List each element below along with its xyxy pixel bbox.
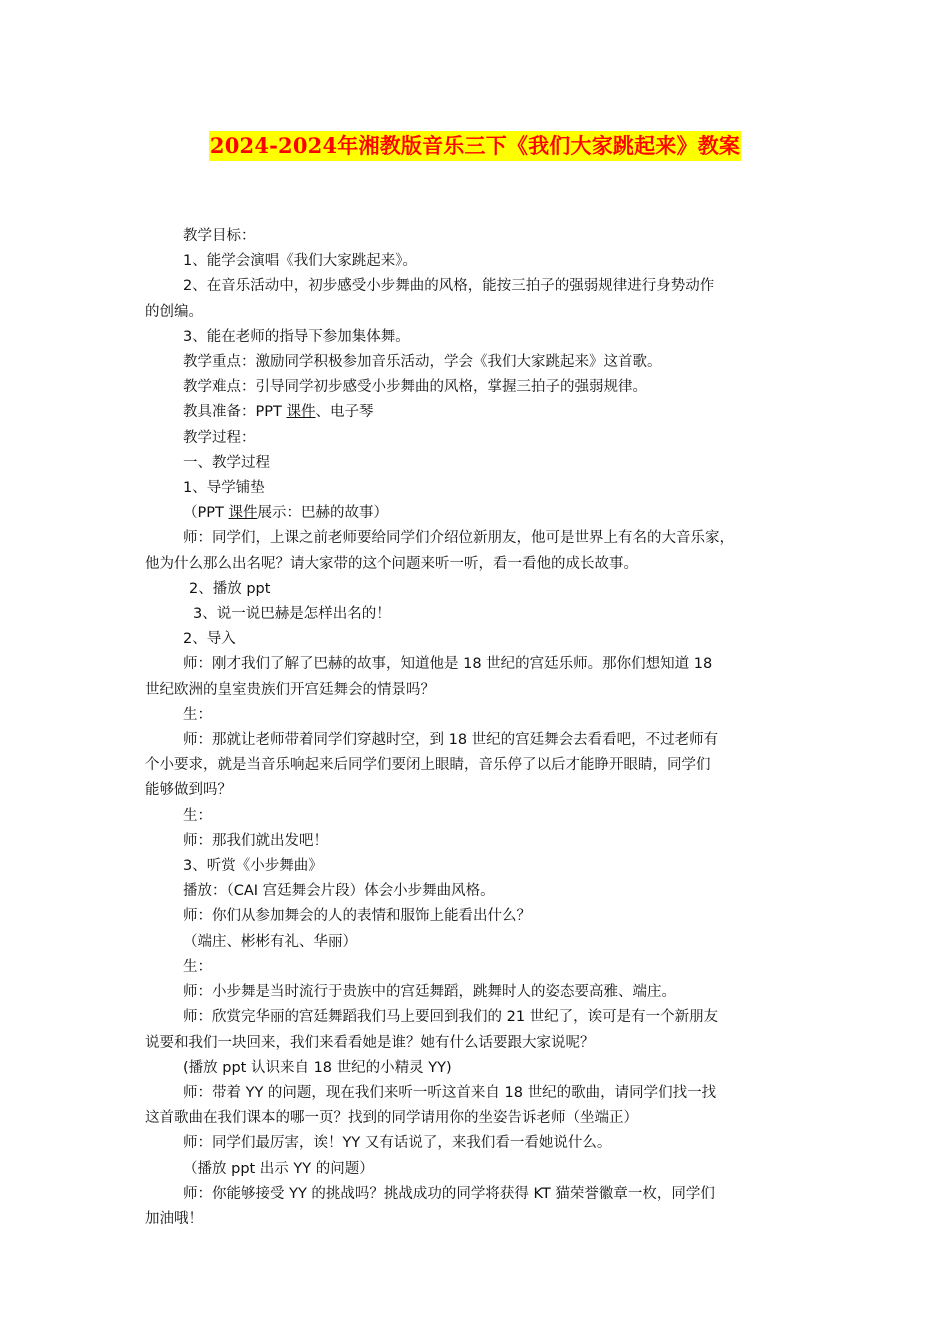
text-line: 2、导入 — [183, 631, 236, 648]
text-line: 1、导学铺垫 — [183, 480, 265, 497]
text-line: 师：那我们就出发吧！ — [183, 832, 328, 849]
document-title: 2024-2024年湘教版音乐三下《我们大家跳起来》教案 — [209, 131, 741, 161]
text-line: 个小要求，就是当音乐响起来后同学们要闭上眼睛，音乐停了以后才能睁开眼睛，同学们 — [145, 757, 711, 774]
text-line: （播放 ppt 出示 YY 的问题） — [183, 1160, 374, 1177]
text-line: 3、能在老师的指导下参加集体舞。 — [183, 328, 410, 345]
line-suffix: 、电子琴 — [315, 404, 374, 421]
text-line: 师：同学们，上课之前老师要给同学们介绍位新朋友，他可是世界上有名的大音乐家， — [183, 530, 734, 547]
courseware-link[interactable]: 课件 — [228, 505, 258, 522]
line-suffix: 展示：巴赫的故事） — [257, 505, 388, 522]
text-line: 生： — [183, 958, 212, 975]
courseware-link[interactable]: 课件 — [286, 404, 316, 421]
text-line: 3、说一说巴赫是怎样出名的！ — [193, 606, 391, 623]
line-prefix: 教具准备：PPT — [183, 404, 287, 421]
text-line — [145, 501, 817, 526]
text-line: 生： — [183, 807, 212, 824]
text-line: 师：小步舞是当时流行于贵族中的宫廷舞蹈，跳舞时人的姿态要高雅、端庄。 — [183, 984, 676, 1001]
line-prefix: （PPT — [183, 505, 229, 522]
text-line: 2、播放 ppt — [189, 580, 271, 597]
text-line: 教学目标： — [183, 228, 256, 244]
text-line: 教学难点：引导同学初步感受小步舞曲的风格，掌握三拍子的强弱规律。 — [183, 379, 647, 396]
text-line: (播放 ppt 认识来自 18 世纪的小精灵 YY) — [183, 1059, 452, 1076]
text-line: 2、在音乐活动中，初步感受小步舞曲的风格，能按三拍子的强弱规律进行身势动作 — [183, 278, 715, 295]
text-line: 师：同学们最厉害，诶！YY 又有话说了，来我们看一看她说什么。 — [183, 1135, 612, 1152]
text-line: 1、能学会演唱《我们大家跳起来》。 — [183, 253, 417, 270]
text-line: 他为什么那么出名呢？请大家带的这个问题来听一听，看一看他的成长故事。 — [145, 555, 638, 572]
text-line: 师：你们从参加舞会的人的表情和服饰上能看出什么？ — [183, 908, 531, 925]
text-line: 教学重点：激励同学积极参加音乐活动，学会《我们大家跳起来》这首歌。 — [183, 354, 662, 371]
text-line: 生： — [183, 706, 212, 723]
document-body — [145, 224, 817, 1232]
text-line: 3、听赏《小步舞曲》 — [183, 858, 323, 875]
text-line: 师：带着 YY 的问题，现在我们来听一听这首来自 18 世纪的歌曲，请同学们找一找 — [183, 1084, 717, 1101]
title-container — [0, 131, 950, 161]
text-line: 加油哦！ — [145, 1210, 203, 1227]
text-line: 师：那就让老师带着同学们穿越时空，到 18 世纪的宫廷舞会去看看吧，不过老师有 — [183, 732, 719, 749]
text-line: （端庄、彬彬有礼、华丽） — [183, 933, 357, 950]
text-line: 师：你能够接受 YY 的挑战吗？挑战成功的同学将获得 KT 猫荣誉徽章一枚，同学们 — [183, 1185, 715, 1202]
text-line: 教学过程： — [183, 429, 256, 446]
text-line: 师：刚才我们了解了巴赫的故事，知道他是 18 世纪的宫廷乐师。那你们想知道 18 — [183, 656, 713, 673]
text-line: 这首歌曲在我们课本的哪一页？找到的同学请用你的坐姿告诉老师（坐端正） — [145, 1110, 638, 1127]
text-line: 能够做到吗？ — [145, 782, 232, 799]
text-line: 播放：（CAI 宫廷舞会片段）体会小步舞曲风格。 — [183, 883, 495, 900]
text-line: 师：欣赏完华丽的宫廷舞蹈我们马上要回到我们的 21 世纪了，诶可是有一个新朋友 — [183, 1009, 719, 1026]
text-line: 一、教学过程 — [183, 454, 270, 471]
text-line: 的创编。 — [145, 303, 203, 320]
text-line: 世纪欧洲的皇室贵族们开宫廷舞会的情景吗？ — [145, 681, 435, 698]
text-line — [145, 400, 817, 425]
text-line: 说要和我们一块回来，我们来看看她是谁？她有什么话要跟大家说呢？ — [145, 1034, 595, 1051]
